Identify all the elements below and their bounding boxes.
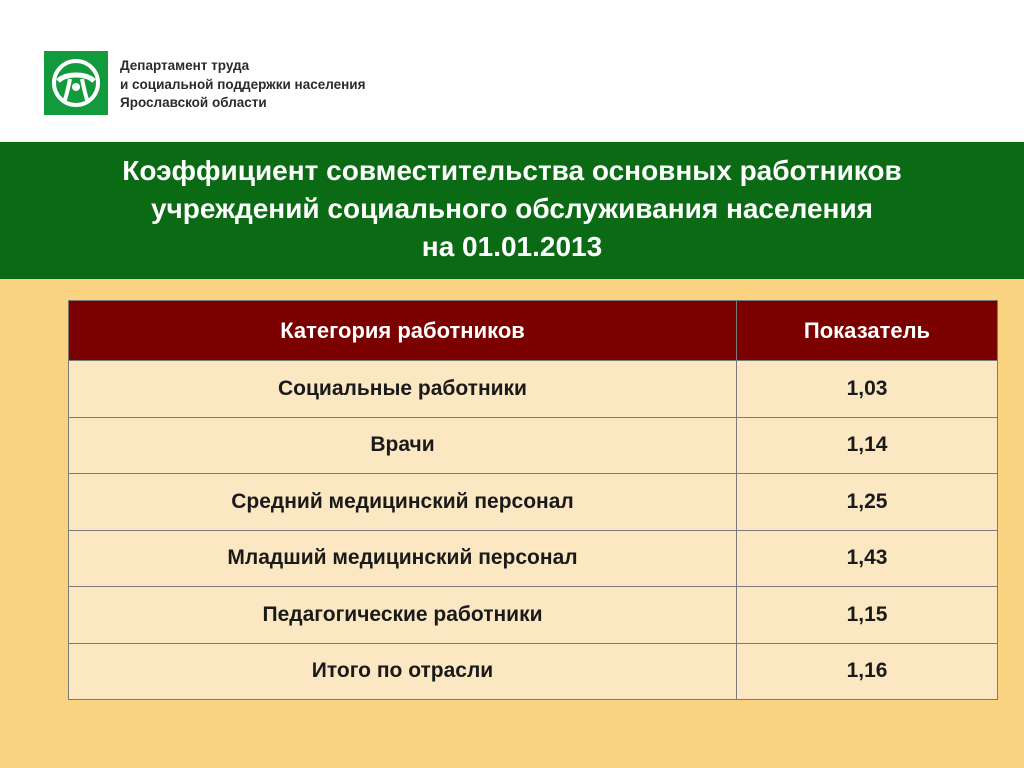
org-line: Департамент труда bbox=[120, 58, 250, 73]
cell-category: Врачи bbox=[69, 417, 737, 474]
title-banner bbox=[0, 142, 1024, 279]
org-line: и социальной поддержки населения bbox=[120, 76, 366, 92]
cell-value: 1,15 bbox=[737, 587, 998, 644]
organization-name bbox=[120, 57, 365, 113]
cell-category: Социальные работники bbox=[69, 361, 737, 418]
cell-value: 1,03 bbox=[737, 361, 998, 418]
cell-category: Итого по отрасли bbox=[69, 643, 737, 700]
content-area bbox=[0, 279, 1024, 768]
table-row bbox=[69, 474, 998, 531]
page-title-line: учреждений социального обслуживания населения bbox=[150, 193, 874, 224]
page-title-date: на 01.01.2013 bbox=[421, 231, 603, 262]
cell-value: 1,25 bbox=[737, 474, 998, 531]
column-header-category: Категория работников bbox=[69, 301, 737, 361]
page-title-line: Коэффициент совместительства основных работников bbox=[122, 155, 902, 186]
org-line: Ярославской области bbox=[120, 95, 267, 110]
table-row bbox=[69, 417, 998, 474]
table-header-row bbox=[69, 301, 998, 361]
table-row bbox=[69, 530, 998, 587]
cell-value: 1,14 bbox=[737, 417, 998, 474]
table-row-total bbox=[69, 643, 998, 700]
cell-category: Педагогические работники bbox=[69, 587, 737, 644]
column-header-value: Показатель bbox=[737, 301, 998, 361]
cell-value: 1,16 bbox=[737, 643, 998, 700]
coefficient-table bbox=[68, 300, 998, 700]
cell-value: 1,43 bbox=[737, 530, 998, 587]
table-row bbox=[69, 587, 998, 644]
table-row bbox=[69, 361, 998, 418]
header bbox=[0, 0, 1024, 142]
cell-category: Средний медицинский персонал bbox=[69, 474, 737, 531]
cell-category: Младший медицинский персонал bbox=[69, 530, 737, 587]
department-emblem-icon bbox=[44, 51, 108, 115]
